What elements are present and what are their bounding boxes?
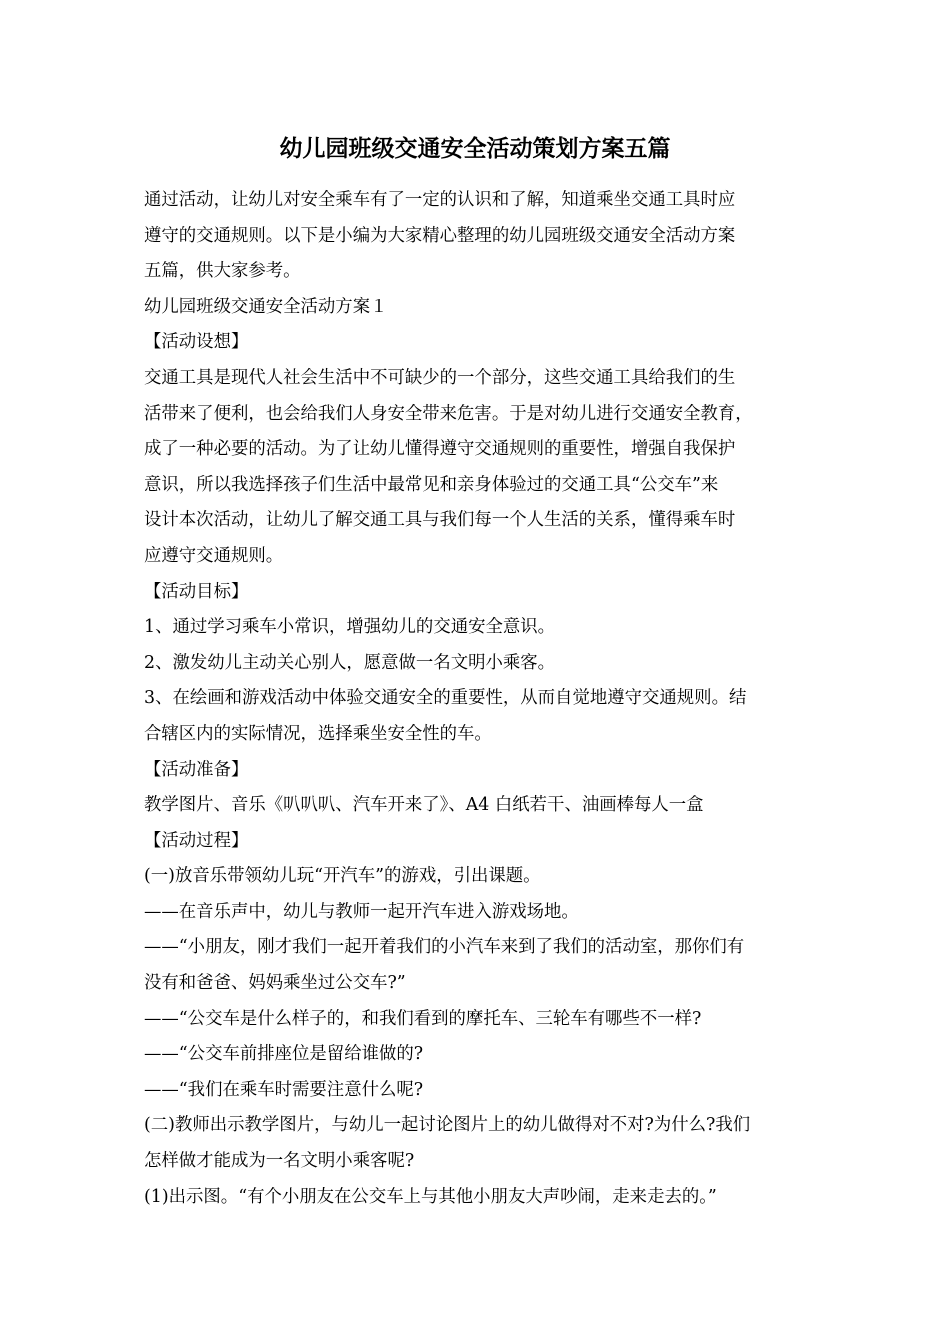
- paragraph-line: 怎样做才能成为一名文明小乘客呢?: [144, 1151, 415, 1172]
- body-paragraph: [144, 610, 816, 646]
- paragraph-line: 意识，所以我选择孩子们生活中最常见和亲身体验过的交通工具“公交车”来: [144, 474, 719, 495]
- paragraph-line: 3、在绘画和游戏活动中体验交通安全的重要性，从而自觉地遵守交通规则。结: [144, 688, 747, 709]
- paragraph-line: 交通工具是现代人社会生活中不可缺少的一个部分，这些交通工具给我们的生: [144, 367, 736, 388]
- body-paragraph: [144, 681, 816, 752]
- paragraph-line: ——“我们在乘车时需要注意什么呢?: [144, 1079, 424, 1100]
- body-paragraph: [144, 361, 816, 575]
- body-paragraph: [144, 895, 816, 931]
- paragraph-line: ——“公交车是什么样子的，和我们看到的摩托车、三轮车有哪些不一样?: [144, 1008, 702, 1029]
- body-paragraph: [144, 1037, 816, 1073]
- paragraph-line: (一)放音乐带领幼儿玩“开汽车”的游戏，引出课题。: [144, 866, 541, 887]
- paragraph-line: 【活动过程】: [144, 830, 249, 851]
- paragraph-line: 2、激发幼儿主动关心别人，愿意做一名文明小乘客。: [144, 652, 556, 673]
- body-paragraph: [144, 1108, 816, 1179]
- body-paragraph: [144, 824, 816, 860]
- body-paragraph: [144, 1002, 816, 1038]
- paragraph-line: 五篇，供大家参考。: [144, 261, 301, 282]
- paragraph-line: 设计本次活动，让幼儿了解交通工具与我们每一个人生活的关系，懂得乘车时: [144, 510, 736, 531]
- paragraph-line: 【活动设想】: [144, 332, 249, 353]
- body-paragraph: [144, 788, 816, 824]
- paragraph-line: 【活动准备】: [144, 759, 249, 780]
- body-paragraph: [144, 646, 816, 682]
- body-paragraph: [144, 290, 816, 326]
- body-paragraph: [144, 1180, 816, 1216]
- body-paragraph: [144, 753, 816, 789]
- body-paragraph: [144, 859, 816, 895]
- paragraph-line: 幼儿园班级交通安全活动方案１: [144, 296, 388, 317]
- paragraph-line: 【活动目标】: [144, 581, 249, 602]
- paragraph-line: (二)教师出示教学图片，与幼儿一起讨论图片上的幼儿做得对不对?为什么?我们: [144, 1115, 751, 1136]
- body-paragraph: [144, 325, 816, 361]
- paragraph-line: ——“公交车前排座位是留给谁做的?: [144, 1044, 424, 1065]
- paragraph-line: 成了一种必要的活动。为了让幼儿懂得遵守交通规则的重要性，增强自我保护: [144, 439, 736, 460]
- paragraph-line: (1)出示图。“有个小朋友在公交车上与其他小朋友大声吵闹，走来走去的。”: [144, 1186, 717, 1207]
- body-paragraph: [144, 575, 816, 611]
- paragraph-line: 没有和爸爸、妈妈乘坐过公交车?”: [144, 973, 406, 994]
- paragraph-line: 1、通过学习乘车小常识，增强幼儿的交通安全意识。: [144, 617, 556, 638]
- paragraph-line: 教学图片、音乐《叭叭叭、汽车开来了》、A4 白纸若干、油画棒每人一盒: [144, 795, 704, 816]
- body-paragraph: [144, 930, 816, 1001]
- document-title: 幼儿园班级交通安全活动策划方案五篇: [279, 135, 671, 162]
- body-paragraph: [144, 183, 816, 290]
- paragraph-line: ——在音乐声中，幼儿与教师一起开汽车进入游戏场地。: [144, 901, 579, 922]
- document-body: [144, 183, 816, 1215]
- paragraph-line: 通过活动，让幼儿对安全乘车有了一定的认识和了解，知道乘坐交通工具时应: [144, 190, 736, 210]
- paragraph-line: 应遵守交通规则。: [144, 545, 284, 566]
- body-paragraph: [144, 1073, 816, 1109]
- paragraph-line: ——“小朋友，刚才我们一起开着我们的小汽车来到了我们的活动室，那你们有: [144, 937, 745, 958]
- paragraph-line: 活带来了便利，也会给我们人身安全带来危害。于是对幼儿进行交通安全教育，: [144, 403, 753, 424]
- paragraph-line: 遵守的交通规则。以下是小编为大家精心整理的幼儿园班级交通安全活动方案: [144, 225, 736, 246]
- paragraph-line: 合辖区内的实际情况，选择乘坐安全性的车。: [144, 723, 492, 744]
